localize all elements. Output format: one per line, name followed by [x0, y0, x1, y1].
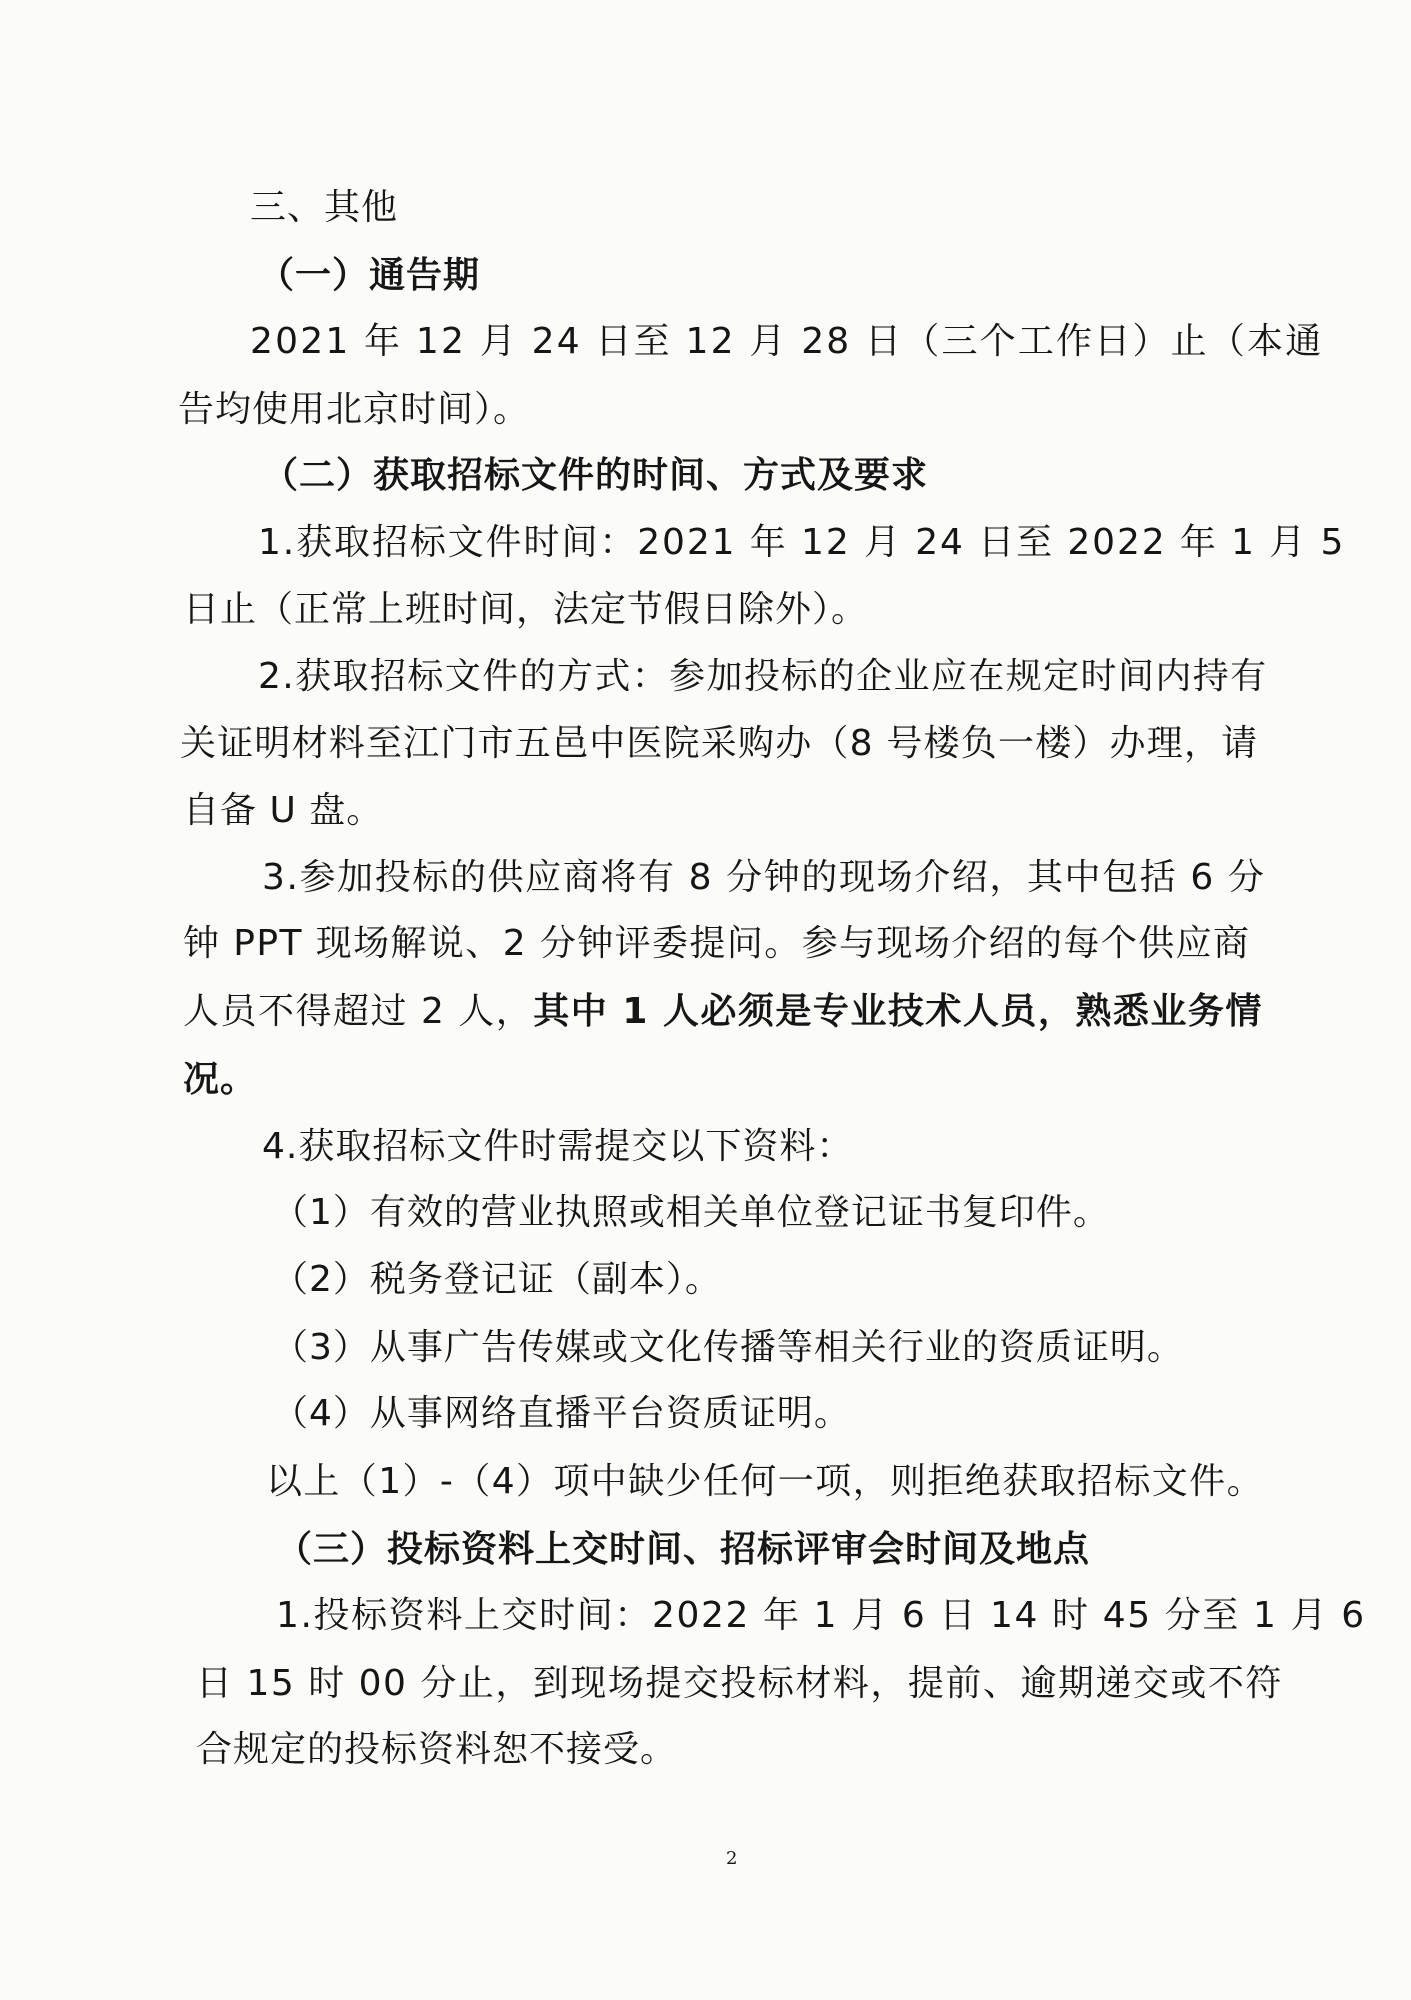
emphasis-text: 况。: [183, 1059, 258, 1100]
emphasis-text: 其中 1 人必须是专业技术人员，熟悉业务情: [533, 991, 1263, 1032]
paragraph-line: 1.获取招标文件时间：2021 年 12 月 24 日至 2022 年 1 月 5: [258, 522, 1346, 563]
paragraph-line: 日止（正常上班时间，法定节假日除外）。: [183, 589, 869, 630]
list-item: （2）税务登记证（副本）。: [272, 1259, 722, 1300]
list-item: （3）从事广告传媒或文化传播等相关行业的资质证明。: [272, 1327, 1184, 1368]
paragraph-line: 3.参加投标的供应商将有 8 分钟的现场介绍，其中包括 6 分: [262, 857, 1266, 898]
subsection-heading: （一）通告期: [258, 255, 481, 296]
paragraph-line: 4.获取招标文件时需提交以下资料：: [262, 1126, 854, 1167]
paragraph-line: 钟 PPT 现场解说、2 分钟评委提问。参与现场介绍的每个供应商: [183, 923, 1251, 964]
paragraph-line: 关证明材料至江门市五邑中医院采购办（8 号楼负一楼）办理，请: [180, 723, 1259, 764]
paragraph-text: 人员不得超过 2 人，: [183, 991, 534, 1032]
paragraph-line: 2021 年 12 月 24 日至 12 月 28 日（三个工作日）止（本通: [250, 321, 1324, 362]
paragraph-line: 日 15 时 00 分止，到现场提交投标材料，提前、逾期递交或不符: [196, 1663, 1283, 1704]
paragraph-line: 合规定的投标资料恕不接受。: [196, 1729, 678, 1770]
paragraph-line: 1.投标资料上交时间：2022 年 1 月 6 日 14 时 45 分至 1 月 6: [276, 1595, 1366, 1636]
paragraph-line: [183, 990, 1263, 1034]
list-item: （1）有效的营业执照或相关单位登记证书复印件。: [272, 1192, 1110, 1233]
list-item: （4）从事网络直播平台资质证明。: [272, 1393, 851, 1434]
paragraph-line: 2.获取招标文件的方式：参加投标的企业应在规定时间内持有: [258, 656, 1268, 697]
paragraph-line: 告均使用北京时间）。: [178, 389, 531, 430]
subsection-heading: （三）投标资料上交时间、招标评审会时间及地点: [276, 1529, 1091, 1570]
page-number: 2: [726, 1848, 738, 1869]
subsection-heading: （二）获取招标文件的时间、方式及要求: [262, 455, 929, 496]
paragraph-line: 自备 U 盘。: [183, 790, 384, 831]
section-heading: 三、其他: [250, 187, 399, 228]
paragraph-line: 以上（1）-（4）项中缺少任何一项，则拒绝获取招标文件。: [266, 1461, 1264, 1502]
